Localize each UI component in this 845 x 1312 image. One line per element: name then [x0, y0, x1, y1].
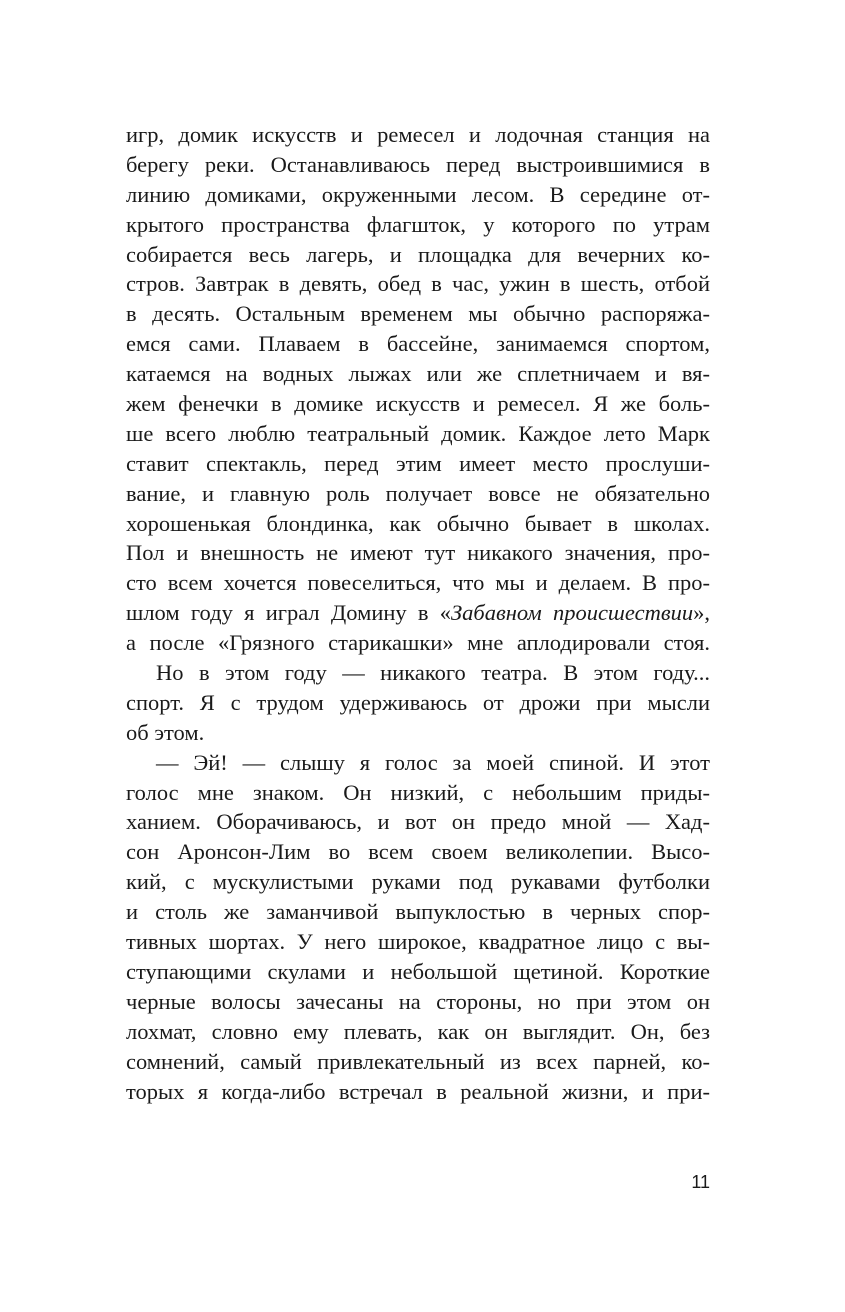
- text-line: вание, и главную роль получает вовсе не обязательно: [126, 480, 710, 506]
- text-line: собирается весь лагерь, и площадка для вечерних ко-: [126, 241, 710, 267]
- text-line: и столь же заманчивой выпуклостью в черных спор-: [126, 899, 710, 925]
- text-line: тивных шортах. У него широкое, квадратное лицо с вы-: [126, 929, 710, 955]
- text-line: крытого пространства флагшток, у которого по утрам: [126, 211, 710, 237]
- text-line: катаемся на водных лыжах или же сплетничаем и вя-: [126, 361, 710, 387]
- text-line: спорт. Я с трудом удерживаюсь от дрожи при мысли: [126, 689, 710, 715]
- text-line: голос мне знаком. Он низкий, с небольшим приды-: [126, 779, 710, 805]
- text-line: берегу реки. Останавливаюсь перед выстроившимися в: [126, 151, 710, 177]
- text-line: а после «Грязного старикашки» мне аплодировали стоя.: [126, 630, 710, 656]
- paragraph: [126, 120, 710, 658]
- text-line: черные волосы зачесаны на стороны, но при этом он: [126, 988, 710, 1014]
- text-line: сто всем хочется повеселиться, что мы и делаем. В про-: [126, 570, 710, 596]
- text-line: об этом.: [126, 719, 205, 745]
- text-line: лохмат, словно ему плевать, как он выглядит. Он, без: [126, 1018, 710, 1044]
- body-text: [126, 120, 710, 1106]
- text-segment: шлом году я играл Домину в «: [126, 600, 452, 626]
- text-line: [126, 598, 710, 628]
- text-line: в десять. Остальным временем мы обычно распоряжа-: [126, 301, 710, 327]
- text-segment: »,: [693, 600, 710, 626]
- text-line: ступающими скулами и небольшой щетиной. Короткие: [126, 958, 710, 984]
- text-line: Пол и внешность не имеют тут никакого значения, про-: [126, 540, 710, 566]
- text-line: хорошенькая блондинка, как обычно бывает в школах.: [126, 510, 710, 536]
- page-number: 11: [691, 1172, 710, 1192]
- text-line: сон Аронсон-Лим во всем своем великолепии. Высо-: [126, 839, 710, 865]
- text-line: стров. Завтрак в девять, обед в час, ужин в шесть, отбой: [126, 271, 710, 297]
- paragraph: [126, 748, 710, 1107]
- text-line: кий, с мускулистыми руками под рукавами футболки: [126, 869, 710, 895]
- text-line: емся сами. Плаваем в бассейне, занимаемся спортом,: [126, 331, 710, 357]
- italic-title: Забавном происшествии: [451, 600, 694, 626]
- text-line: — Эй! — слышу я голос за моей спиной. И этот: [156, 749, 710, 775]
- text-line: игр, домик искусств и ремесел и лодочная станция на: [126, 122, 710, 147]
- text-line: торых я когда-либо встречал в реальной жизни, и при-: [126, 1078, 710, 1104]
- text-line: Но в этом году — никакого театра. В этом году...: [156, 660, 710, 686]
- text-line: сомнений, самый привлекательный из всех парней, ко-: [126, 1048, 710, 1074]
- text-line: жем фенечки в домике искусств и ремесел. Я же боль-: [126, 391, 710, 417]
- text-line: линию домиками, окруженными лесом. В середине от-: [126, 181, 710, 207]
- text-line: ставит спектакль, перед этим имеет место прослуши-: [126, 450, 710, 476]
- paragraph: [126, 658, 710, 748]
- text-line: ше всего люблю театральный домик. Каждое лето Марк: [126, 420, 710, 446]
- text-line: ханием. Оборачиваюсь, и вот он предо мной — Хад-: [126, 809, 710, 835]
